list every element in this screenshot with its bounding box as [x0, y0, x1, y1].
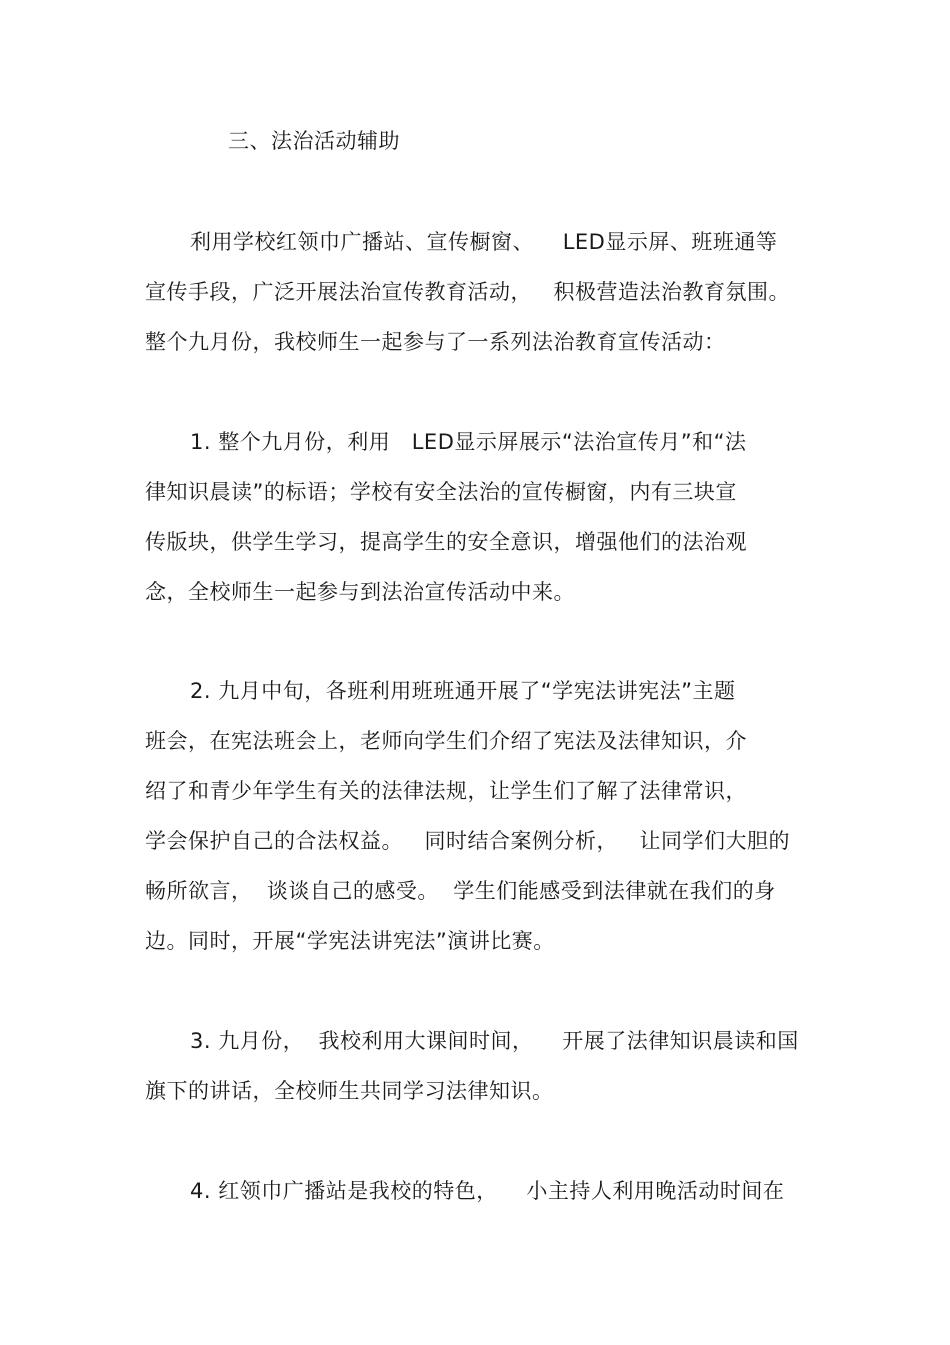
- item-1-line-3: 传版块，供学生学习，提高学生的安全意识，增强他们的法治观: [145, 530, 747, 554]
- paragraph-1-line-1: 利用学校红领巾广播站、宣传橱窗、 LED显示屏、班班通等: [190, 230, 778, 254]
- paragraph-1-line-2: 宣传手段，广泛开展法治宣传教育活动， 积极营造法治教育氛围。: [145, 280, 791, 304]
- item-2-line-6: 边。同时，开展“学宪法讲宪法”演讲比赛。: [145, 929, 555, 953]
- item-2-line-3: 绍了和青少年学生有关的法律法规，让学生们了解了法律常识，: [145, 779, 747, 803]
- paragraph-1-line-3: 整个九月份，我校师生一起参与了一系列法治教育宣传活动：: [145, 330, 726, 354]
- item-3-line-1: 3. 九月份， 我校利用大课间时间， 开展了法律知识晨读和国: [190, 1029, 799, 1053]
- item-1-line-1: 1. 整个九月份，利用 LED显示屏展示“法治宣传月”和“法: [190, 430, 747, 454]
- item-2-line-5: 畅所欲言， 谈谈自己的感受。 学生们能感受到法律就在我们的身: [145, 879, 776, 903]
- item-4-line-1: 4. 红领巾广播站是我校的特色， 小主持人利用晚活动时间在: [190, 1179, 785, 1203]
- item-2-line-2: 班会，在宪法班会上，老师向学生们介绍了宪法及法律知识，介: [145, 729, 747, 753]
- item-3-line-2: 旗下的讲话，全校师生共同学习法律知识。: [145, 1079, 554, 1103]
- item-2-line-4: 学会保护自己的合法权益。 同时结合案例分析， 让同学们大胆的: [145, 829, 791, 853]
- item-1-line-4: 念，全校师生一起参与到法治宣传活动中来。: [145, 580, 575, 604]
- section-heading: 三、法治活动辅助: [228, 129, 400, 153]
- item-1-line-2: 律知识晨读”的标语；学校有安全法治的宣传橱窗，内有三块宣: [145, 480, 737, 504]
- item-2-line-1: 2. 九月中旬，各班利用班班通开展了“学宪法讲宪法”主题: [190, 679, 736, 703]
